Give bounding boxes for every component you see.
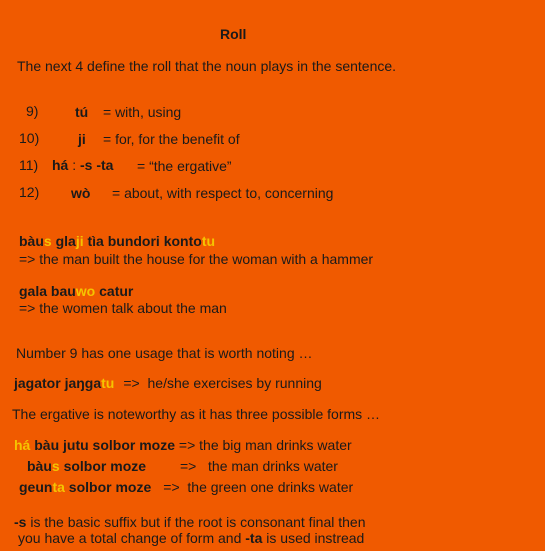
row-9-number: 9): [26, 103, 39, 119]
row-11-word-b: -s -ta: [80, 157, 114, 173]
row-10-gloss: = for, for the benefit of: [103, 131, 240, 147]
example-1-sentence: [19, 232, 215, 250]
ex1-suffix-ergative: s: [43, 233, 52, 249]
row-10-number: 10): [19, 130, 40, 146]
example-3: [14, 374, 322, 392]
erg2-part: solbor moze: [59, 458, 147, 474]
ex1-part: tìa bundori konto: [83, 233, 202, 249]
row-9-word: tú: [75, 104, 89, 120]
row-11-number: 11): [19, 157, 39, 173]
row-12-word: wò: [71, 185, 91, 201]
erg3-part: geun: [19, 479, 53, 495]
ex1-part: bàu: [19, 233, 44, 249]
final-text: is the basic suffix but if the root is consonant final then: [26, 514, 366, 530]
ex1-suffix-benefactive: ji: [75, 233, 84, 249]
final-note-line-2: [18, 529, 364, 547]
ergative-intro: The ergative is noteworthy as it has three possible forms …: [12, 406, 381, 422]
row-11: [19, 156, 113, 174]
erg3-suffix: ta: [52, 479, 65, 495]
ex3-suffix: tu: [101, 375, 115, 391]
ergative-example-2-sentence: [27, 457, 146, 475]
row-11-separator: :: [68, 157, 80, 173]
ergative-example-2-translation: => the man drinks water: [180, 458, 338, 474]
ergative-example-1: [14, 436, 352, 454]
example-2-sentence: [19, 282, 133, 300]
erg1-particle: há: [14, 437, 31, 453]
row-11-gloss: = “the ergative”: [137, 158, 232, 174]
suffix-ta: -ta: [245, 530, 263, 546]
erg2-part: bàu: [27, 458, 52, 474]
row-9-gloss: = with, using: [103, 104, 182, 120]
ex3-translation: => he/she exercises by running: [123, 375, 322, 391]
suffix-s: -s: [14, 514, 27, 530]
page-title: Roll: [220, 26, 247, 42]
ergative-example-3: [19, 478, 353, 496]
row-10-word: ji: [78, 131, 86, 147]
ex1-part: gla: [51, 233, 76, 249]
row-12-gloss: = about, with respect to, concerning: [112, 185, 334, 201]
ex1-suffix-instrumental: tu: [201, 233, 216, 249]
example-2-translation: => the women talk about the man: [19, 300, 227, 316]
row-12-number: 12): [19, 184, 40, 200]
final-text: is used instread: [262, 530, 365, 546]
ex3-part: jagator jaŋga: [14, 375, 102, 391]
erg1-part: bàu jutu solbor moze: [30, 437, 176, 453]
note-number-9: Number 9 has one usage that is worth noting …: [16, 345, 313, 361]
ex2-part: catur: [95, 283, 134, 299]
erg3-part: solbor moze: [64, 479, 152, 495]
intro-text: The next 4 define the roll that the noun plays in the sentence.: [17, 58, 397, 74]
row-11-word-a: há: [51, 157, 69, 173]
ex2-suffix: wo: [75, 283, 96, 299]
erg2-suffix: s: [51, 458, 60, 474]
ex2-part: gala bau: [19, 283, 76, 299]
erg1-translation: => the big man drinks water: [175, 437, 352, 453]
example-1-translation: => the man built the house for the woman with a hammer: [19, 251, 374, 267]
erg3-translation: => the green one drinks water: [163, 479, 354, 495]
final-text: you have a total change of form and: [18, 530, 246, 546]
